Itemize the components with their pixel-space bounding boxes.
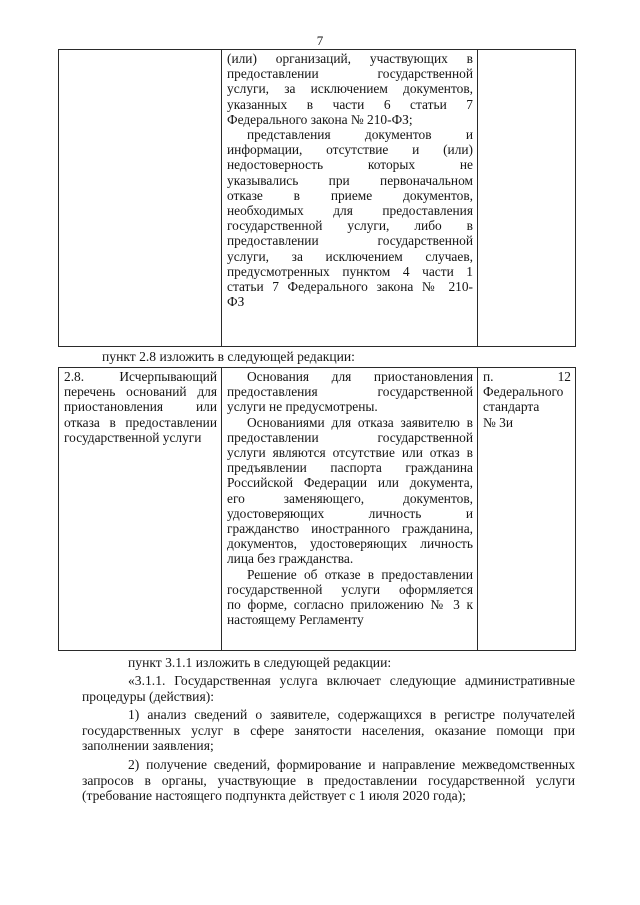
text-line: 2) получение сведений, формирование и направление межведомственных <box>128 756 575 772</box>
text-line: указанных в части 6 статьи 7 <box>227 96 473 112</box>
page-number: 7 <box>316 33 324 48</box>
text-line: 2.8. Исчерпывающий <box>64 369 217 384</box>
text-line: Федерального закона № 210-ФЗ; <box>227 111 413 127</box>
text-line: гражданство иностранного гражданина, <box>227 521 473 537</box>
text-line: представления документов и <box>247 127 473 143</box>
table-cell-right-empty <box>478 50 576 347</box>
text-line: услуги не предусмотрены. <box>227 399 378 415</box>
text-line: его заменяющего, документов, <box>227 490 473 506</box>
text-line: предъявлении паспорта гражданина <box>227 460 473 476</box>
text-line: государственной услуги <box>64 429 202 445</box>
table-cell-middle <box>222 50 478 347</box>
text-line: 1) анализ сведений о заявителе, содержащихся в регистре получателей <box>128 707 575 723</box>
text-line: удостоверяющих личность и <box>227 505 473 521</box>
text-line: запросов в органы, участвующие в предоставлении государственной услуги <box>82 772 575 788</box>
text-line: предоставлении государственной <box>227 66 473 82</box>
text-line: отказе в приеме документов, <box>227 187 473 203</box>
paragraph-refusal-grounds <box>227 415 473 567</box>
text-line: государственной услуги, либо в <box>227 218 473 234</box>
text-line: «3.1.1. Государственная услуга включает следующие административные <box>128 673 575 688</box>
text-line: Основания для приостановления <box>247 369 473 384</box>
table-cell-left-empty <box>59 50 222 347</box>
text-line: Российской Федерации или документа, <box>227 475 473 491</box>
table-point-2-8 <box>58 367 576 651</box>
instruction-paragraph-2-8: пункт 2.8 изложить в следующей редакции: <box>102 349 355 364</box>
text-line: государственной услуги оформляется <box>227 581 473 597</box>
text-line: настоящему Регламенту <box>227 612 364 628</box>
text-line: статьи 7 Федерального закона № 210- <box>227 279 473 295</box>
paragraph-item-2 <box>82 757 575 804</box>
text-line: услуги, за исключением документов, <box>227 81 473 97</box>
text-line: услуги являются отсутствие или отказ в <box>227 445 473 461</box>
text-line: Основаниями для отказа заявителю в <box>247 414 473 430</box>
text-line: перечень оснований для <box>64 384 217 400</box>
table-cell-title <box>59 368 222 651</box>
table-continuation <box>58 49 576 347</box>
text-line: по форме, согласно приложению № 3 к <box>227 597 473 613</box>
text-line: п. 12 <box>483 369 571 384</box>
instruction-paragraph-3-1-1: пункт 3.1.1 изложить в следующей редакции: <box>128 655 392 670</box>
text-line: недостоверность которых не <box>227 157 473 173</box>
text-line: Решение об отказе в предоставлении <box>247 566 473 582</box>
text-line: (или) организаций, участвующих в <box>227 51 473 66</box>
text-line: указывались при первоначальном <box>227 172 473 188</box>
text-line: процедуры (действия): <box>82 688 215 704</box>
paragraph-documents <box>227 127 473 309</box>
text-line: Федерального <box>483 384 564 400</box>
text-line: государственных услуг в сфере занятости населения, оказание помощи при <box>82 722 575 738</box>
text-line: предоставлении государственной <box>227 233 473 249</box>
text-line: услуги, за исключением случаев, <box>227 248 473 264</box>
text-line: предоставления государственной <box>227 384 473 400</box>
section-3-1-1 <box>82 673 575 804</box>
text-line: приостановления или <box>64 399 217 415</box>
text-line: ФЗ <box>227 294 245 310</box>
text-line: лица без гражданства. <box>227 551 354 567</box>
paragraph-continuation <box>227 51 473 127</box>
table-cell-reference <box>478 368 576 651</box>
paragraph-suspension <box>227 369 473 415</box>
paragraph-intro-cont <box>82 689 575 705</box>
text-line: стандарта <box>483 399 540 415</box>
paragraph-item-1 <box>82 707 575 754</box>
text-line: предоставлении государственной <box>227 429 473 445</box>
text-line: № 3и <box>483 414 513 430</box>
text-line: информации, отсутствие и (или) <box>227 142 473 158</box>
text-line: отказа в предоставлении <box>64 414 217 430</box>
text-line: предусмотренных пунктом 4 части 1 <box>227 263 473 279</box>
table-cell-content <box>222 368 478 651</box>
text-line: (требование настоящего подпункта действует с 1 июля 2020 года); <box>82 788 466 804</box>
paragraph-intro <box>128 673 575 689</box>
paragraph-refusal-decision <box>227 567 473 628</box>
text-line: документов, удостоверяющих личность <box>227 536 473 552</box>
text-line: заполнении заявления; <box>82 738 214 754</box>
text-line: необходимых для предоставления <box>227 203 473 219</box>
